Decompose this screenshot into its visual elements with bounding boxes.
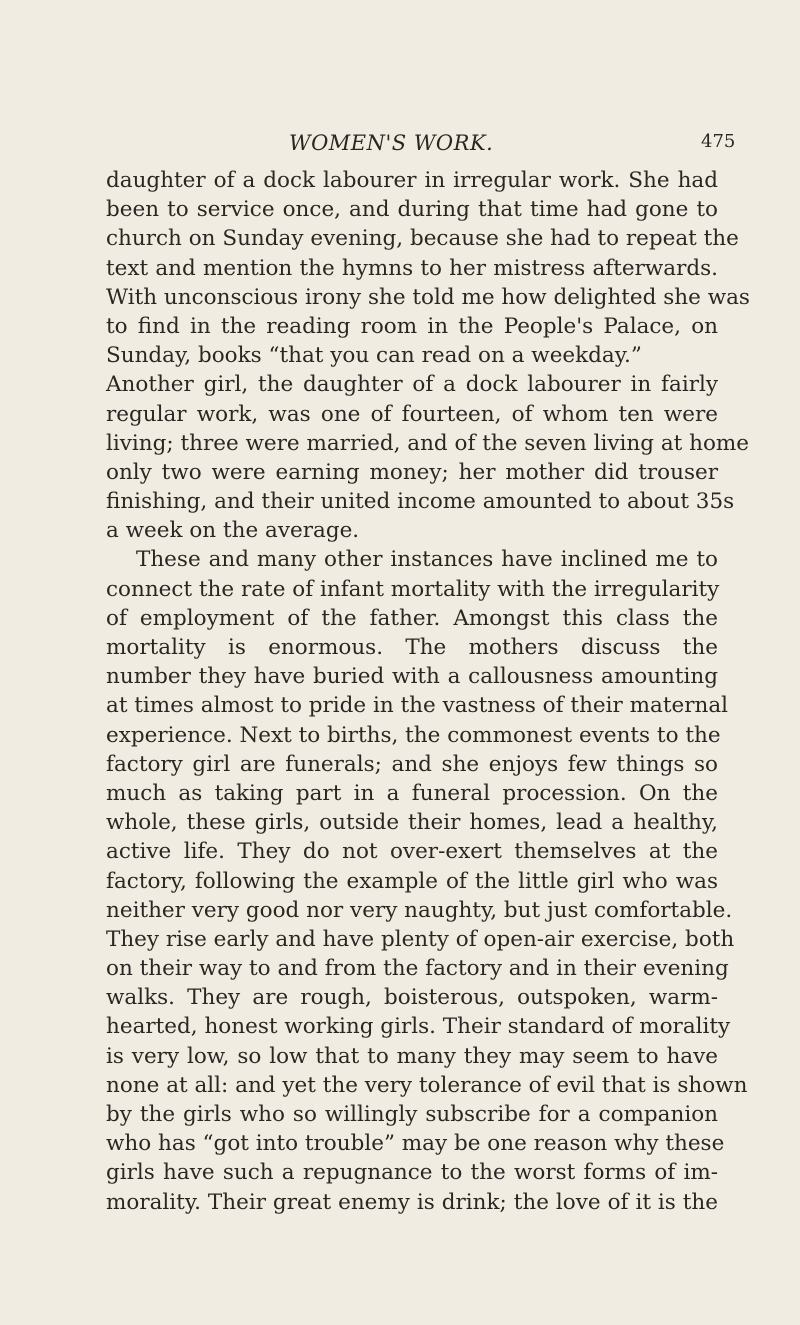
text-line: Another girl, the daughter of a dock labourer in fairly [106,372,718,398]
text-line: regular work, was one of fourteen, of whom ten were [106,401,718,427]
text-line: much as taking part in a funeral procession. On the [106,780,718,806]
text-line: These and many other instances have inclined me to [136,547,718,573]
text-line: church on Sunday evening, because she had to repeat the [106,226,739,252]
text-line: a week on the average. [106,518,360,544]
text-line: whole, these girls, outside their homes, lead a healthy, [106,810,718,836]
text-line: daughter of a dock labourer in irregular work. She had [106,168,718,193]
text-line: With unconscious irony she told me how delighted she was [106,284,750,310]
text-line: factory, following the example of the little girl who was [106,868,718,894]
text-line: text and mention the hymns to her mistress afterwards. [106,255,718,281]
text-line: They rise early and have plenty of open-air exercise, both [106,926,735,952]
text-line: active life. They do not over-exert themselves at the [106,839,718,865]
text-line: girls have such a repugnance to the worst forms of im- [106,1160,718,1186]
running-head [0,129,800,159]
text-line: who has “got into trouble” may be one reason why these [106,1131,725,1157]
running-title: WOMEN'S WORK. [289,131,494,155]
text-line: experience. Next to births, the commonest events to the [106,722,721,748]
text-line: by the girls who so willingly subscribe for a companion [106,1102,718,1127]
text-line: is very low, so low that to many they may seem to have [106,1043,718,1069]
text-line: been to service once, and during that time had gone to [106,197,718,223]
text-line: mortality is enormous. The mothers discuss the [106,635,718,660]
text-line: factory girl are funerals; and she enjoys few things so [106,751,718,777]
text-line: walks. They are rough, boisterous, outspoken, warm- [106,985,718,1011]
text-line: living; three were married, and of the seven living at home [106,430,750,456]
text-line: at times almost to pride in the vastness of their maternal [106,693,729,719]
text-line: finishing, and their united income amounted to about 35s [106,489,735,515]
text-line: connect the rate of infant mortality with the irregularity [106,576,720,602]
text-line: to find in the reading room in the People's Palace, on [106,313,718,339]
text-line: morality. Their great enemy is drink; the love of it is the [106,1189,718,1215]
text-line: Sunday, books “that you can read on a weekday.” [106,343,642,369]
text-line: only two were earning money; her mother did trouser [106,459,718,485]
text-line: number they have buried with a callousness amounting [106,664,718,690]
text-line: of employment of the father. Amongst this class the [106,605,718,631]
text-line: none at all: and yet the very tolerance of evil that is shown [106,1072,748,1098]
text-line: on their way to and from the factory and in their evening [106,956,729,982]
page-number: 475 [701,131,736,152]
text-line: hearted, honest working girls. Their standard of morality [106,1014,731,1040]
body-text [106,166,750,1217]
text-line: neither very good nor very naughty, but just comfortable. [106,897,733,923]
